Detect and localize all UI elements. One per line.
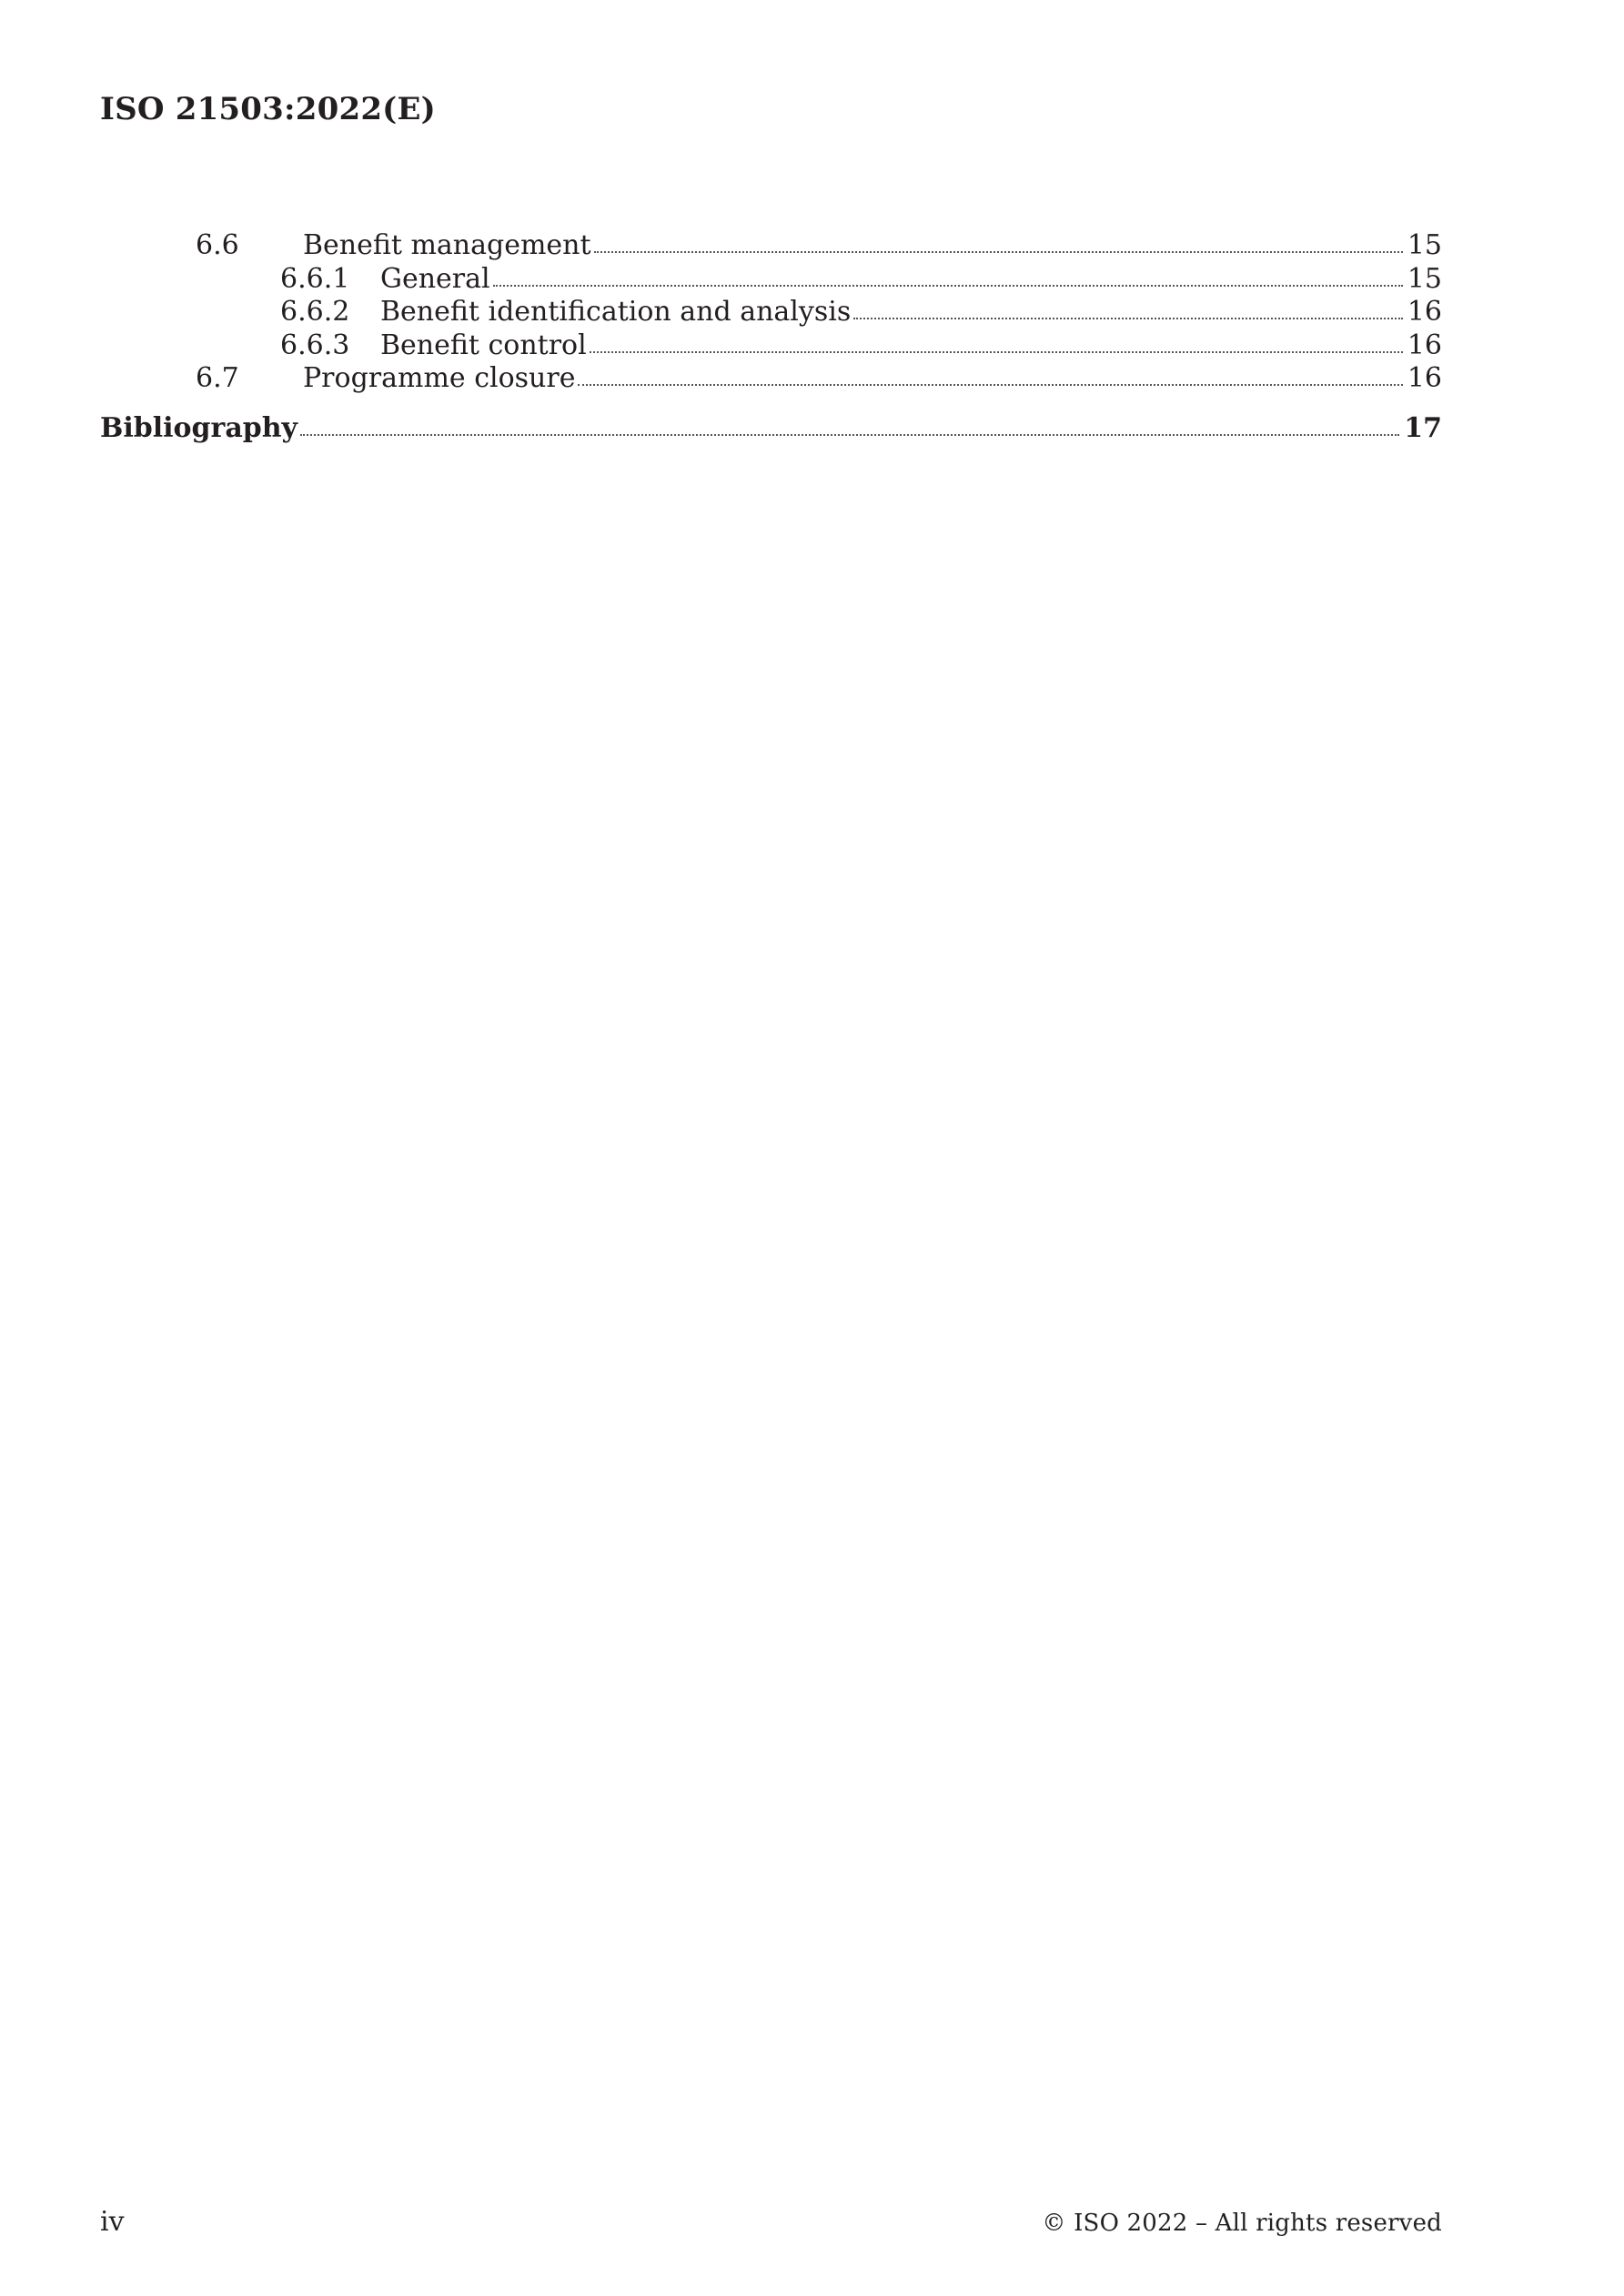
toc-entry[interactable] xyxy=(100,229,1442,263)
toc-dot-leader xyxy=(493,285,1403,287)
toc-entry-page: 15 xyxy=(1407,262,1442,295)
toc-entry-page: 16 xyxy=(1407,329,1442,361)
footer-copyright: © ISO 2022 – All rights reserved xyxy=(1042,2210,1442,2237)
toc-dot-leader xyxy=(853,318,1403,319)
footer-page-number: iv xyxy=(100,2206,125,2238)
toc-entry[interactable] xyxy=(100,296,1442,329)
toc-entry-title: Benefit management xyxy=(303,229,591,261)
toc-entry-number: 6.6 xyxy=(196,229,239,261)
toc-entry-page: 16 xyxy=(1407,362,1442,394)
toc-entry-title: General xyxy=(380,262,490,295)
toc-entry-page: 17 xyxy=(1404,411,1442,444)
toc-entry-title: Benefit identification and analysis xyxy=(380,296,852,328)
toc-entry[interactable] xyxy=(100,329,1442,363)
toc-entry[interactable] xyxy=(100,263,1442,297)
toc-dot-leader xyxy=(594,251,1403,253)
table-of-contents xyxy=(100,229,1442,445)
toc-entry-page: 16 xyxy=(1407,296,1442,328)
toc-dot-leader xyxy=(590,351,1403,353)
document-header-standard-id: ISO 21503:2022(E) xyxy=(100,91,436,127)
toc-entry-bibliography[interactable] xyxy=(100,412,1442,446)
toc-entry[interactable] xyxy=(100,362,1442,396)
toc-dot-leader xyxy=(578,384,1402,386)
toc-entry-number: 6.7 xyxy=(196,362,239,394)
toc-dot-leader xyxy=(300,434,1399,436)
toc-entry-number: 6.6.3 xyxy=(280,329,350,361)
toc-entry-number: 6.6.1 xyxy=(280,262,350,295)
toc-entry-number: 6.6.2 xyxy=(280,296,350,328)
toc-entry-page: 15 xyxy=(1407,229,1442,261)
toc-entry-title: Bibliography xyxy=(100,411,298,444)
toc-entry-title: Benefit control xyxy=(380,329,587,361)
toc-entry-title: Programme closure xyxy=(303,362,576,394)
